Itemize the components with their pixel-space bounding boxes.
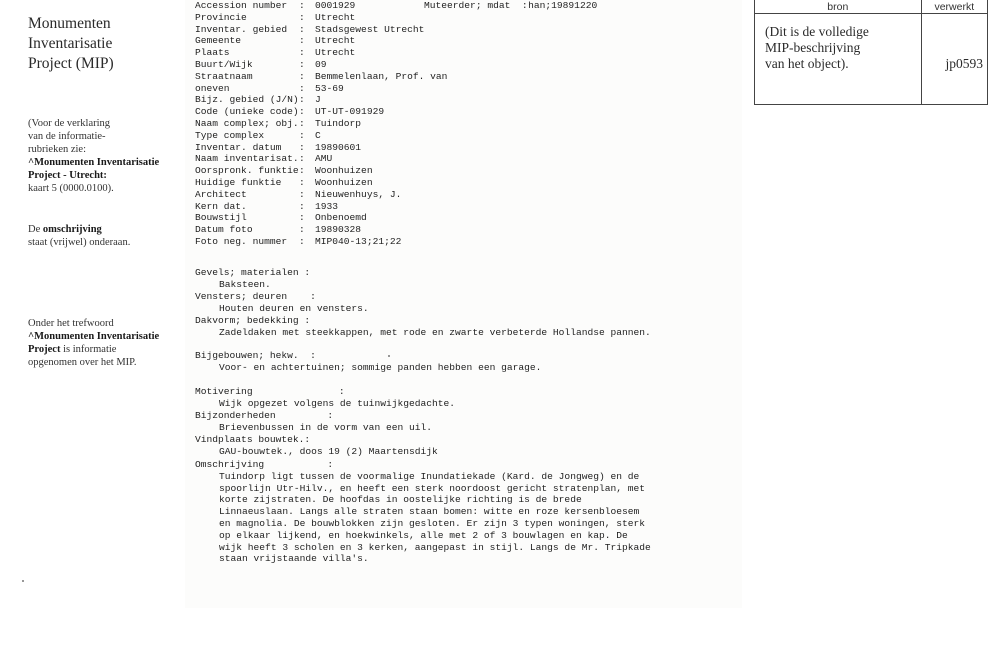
field-value: 09 xyxy=(315,58,327,70)
field-label: Naam complex; obj. xyxy=(195,117,299,129)
field-separator: : xyxy=(299,94,305,106)
mutator-value: han;19891220 xyxy=(528,0,598,11)
section-text: korte zijstraten. De hoofdas in oostelijke richting is de brede xyxy=(219,494,582,506)
record-section xyxy=(195,291,369,315)
verwerkt-cell xyxy=(921,14,987,105)
field-row xyxy=(195,118,447,130)
keyword-link[interactable]: Project - Utrecht: xyxy=(28,170,107,181)
field-row xyxy=(195,201,447,213)
field-row xyxy=(195,236,447,248)
note-text: De xyxy=(28,224,43,235)
record-section xyxy=(195,434,438,458)
section-heading: Bijgebouwen; hekw. : xyxy=(195,350,316,361)
scan-speck xyxy=(388,355,390,357)
record-section xyxy=(195,386,455,410)
field-separator: : xyxy=(299,212,305,224)
field-value: Stadsgewest Utrecht xyxy=(315,23,425,35)
field-separator: : xyxy=(299,188,305,200)
field-row xyxy=(195,35,447,47)
description-note xyxy=(28,223,183,249)
field-separator: : xyxy=(299,117,305,129)
section-heading: Bijzonderheden : xyxy=(195,410,334,421)
field-value: 53-69 xyxy=(315,82,344,94)
field-separator: : xyxy=(299,47,305,59)
field-separator: : xyxy=(299,224,305,236)
section-text: staan vrijstaande villa's. xyxy=(219,553,369,565)
title-line: Project (MIP) xyxy=(28,55,114,72)
field-label: Naam inventarisat. xyxy=(195,153,299,165)
section-text: Houten deuren en vensters. xyxy=(219,302,369,314)
keyword-note xyxy=(28,317,183,369)
field-label: Plaats xyxy=(195,47,230,59)
field-separator: : xyxy=(299,58,305,70)
note-text: is informatie xyxy=(60,344,117,355)
field-value: MIP040-13;21;22 xyxy=(315,235,402,247)
section-text: GAU-bouwtek., doos 19 (2) Maartensdijk xyxy=(219,445,438,457)
mutator-field: Muteerder; mdat : han;19891220 xyxy=(424,0,598,11)
field-separator: : xyxy=(299,0,305,11)
section-text: Wijk opgezet volgens de tuinwijkgedachte. xyxy=(219,397,456,409)
field-value: Woonhuizen xyxy=(315,165,373,177)
verwerkt-value: jp0593 xyxy=(945,56,983,71)
scan-speck xyxy=(22,580,24,582)
note-line: opgenomen over het MIP. xyxy=(28,357,137,368)
title-line: Monumenten xyxy=(28,15,111,32)
section-text: Tuindorp ligt tussen de voormalige Inundatiekade (Kard. de Jongweg) en de xyxy=(219,470,640,482)
field-label: Straatnaam xyxy=(195,70,253,82)
section-text: spoorlijn Utr-Hilv., en heeft een sterk noordoost gericht stratenplan, met xyxy=(219,482,646,494)
field-separator: : xyxy=(299,82,305,94)
field-value: Utrecht xyxy=(315,47,356,59)
field-row xyxy=(195,71,447,83)
project-title xyxy=(28,14,178,74)
field-separator: : xyxy=(299,23,305,35)
field-label: Provincie xyxy=(195,11,247,23)
field-row xyxy=(195,212,447,224)
field-value: C xyxy=(315,129,321,141)
note-line: Onder het trefwoord xyxy=(28,318,114,329)
field-label: Buurt/Wijk xyxy=(195,58,253,70)
legend-note xyxy=(28,117,183,195)
section-heading: Dakvorm; bedekking : xyxy=(195,315,311,326)
field-row xyxy=(195,224,447,236)
field-value: Tuindorp xyxy=(315,117,362,129)
field-label: Inventar. datum xyxy=(195,141,282,153)
field-row xyxy=(195,0,447,12)
section-text: wijk heeft 3 scholen en 3 kerken, aangepast in stijl. Langs de Mr. Tripkade xyxy=(219,541,651,553)
field-separator: : xyxy=(299,35,305,47)
field-label: Gemeente xyxy=(195,35,242,47)
mutator-label: Muteerder; mdat xyxy=(424,0,511,11)
field-row xyxy=(195,24,447,36)
bron-line: van het object). xyxy=(765,56,849,71)
field-separator: : xyxy=(299,70,305,82)
note-line: staat (vrijwel) onderaan. xyxy=(28,237,131,248)
field-value: Utrecht xyxy=(315,35,356,47)
field-label: Kern dat. xyxy=(195,200,247,212)
field-label: Architect xyxy=(195,188,247,200)
field-separator: : xyxy=(299,141,305,153)
field-separator: : xyxy=(299,11,305,23)
section-text: Baksteen. xyxy=(219,278,271,290)
field-row xyxy=(195,47,447,59)
keyword-link[interactable]: ^Monumenten Inventarisatie xyxy=(28,331,160,342)
field-label: Type complex xyxy=(195,129,265,141)
record-section xyxy=(195,410,432,434)
section-text: Brievenbussen in de vorm van een uil. xyxy=(219,421,433,433)
field-value: UT-UT-091929 xyxy=(315,106,385,118)
field-row xyxy=(195,59,447,71)
bron-header: bron xyxy=(755,0,922,14)
field-label: Foto neg. nummer xyxy=(195,235,288,247)
field-value: Woonhuizen xyxy=(315,176,373,188)
record-fields xyxy=(195,0,447,248)
field-row xyxy=(195,142,447,154)
field-separator: : xyxy=(299,153,305,165)
field-value: J xyxy=(315,94,321,106)
bron-line: (Dit is de volledige xyxy=(765,24,869,39)
field-value: 1933 xyxy=(315,200,339,212)
field-value: Bemmelenlaan, Prof. van xyxy=(315,70,448,82)
note-line: (Voor de verklaring xyxy=(28,118,111,129)
field-separator: : xyxy=(299,200,305,212)
field-row xyxy=(195,130,447,142)
field-label: Oorspronk. funktie xyxy=(195,165,299,177)
bron-line: MIP-beschrijving xyxy=(765,40,861,55)
record-section xyxy=(195,267,310,291)
section-heading: Motivering : xyxy=(195,386,345,397)
record-section xyxy=(195,350,541,374)
note-line: kaart 5 (0000.0100). xyxy=(28,183,114,194)
field-value: AMU xyxy=(315,153,333,165)
sidebar xyxy=(0,0,185,608)
field-separator: : xyxy=(299,176,305,188)
field-row xyxy=(195,177,447,189)
field-separator: : xyxy=(299,165,305,177)
field-value: 19890328 xyxy=(315,224,362,236)
title-line: Inventarisatie xyxy=(28,35,113,52)
section-text: op elkaar lijkend, en hoekwinkels, alle met 2 of 3 bouwlagen en kap. De xyxy=(219,529,628,541)
field-row xyxy=(195,106,447,118)
section-heading: Gevels; materialen : xyxy=(195,267,311,278)
field-value: Nieuwenhuys, J. xyxy=(315,188,402,200)
field-label: Huidige funktie xyxy=(195,176,282,188)
field-row xyxy=(195,83,447,95)
section-text: en magnolia. De bouwblokken zijn gesloten. Er zijn 3 typen woningen, sterk xyxy=(219,517,646,529)
field-label: Accession number xyxy=(195,0,288,11)
field-row xyxy=(195,94,447,106)
keyword-link[interactable]: Project xyxy=(28,344,61,355)
field-label: oneven xyxy=(195,82,230,94)
source-table xyxy=(754,0,988,105)
field-label: Inventar. gebied xyxy=(195,23,288,35)
field-value: 19890601 xyxy=(315,141,362,153)
field-label: Bouwstijl xyxy=(195,212,247,224)
section-text: Voor- en achtertuinen; sommige panden hebben een garage. xyxy=(219,361,542,373)
verwerkt-header: verwerkt xyxy=(921,0,987,14)
note-line: rubrieken zie: xyxy=(28,144,87,155)
section-heading: Vindplaats bouwtek.: xyxy=(195,434,311,445)
note-line: van de informatie- xyxy=(28,131,106,142)
section-text: Zadeldaken met steekkappen, met rode en zwarte verbeterde Hollandse pannen. xyxy=(219,326,651,338)
keyword-link[interactable]: ^Monumenten Inventarisatie xyxy=(28,157,160,168)
record-section xyxy=(195,459,651,565)
field-label: Datum foto xyxy=(195,224,253,236)
section-text: Linnaeuslaan. Langs alle straten staan bomen: witte en roze kersenbloesem xyxy=(219,506,640,518)
field-row xyxy=(195,165,447,177)
field-value: 0001929 xyxy=(315,0,356,11)
field-row xyxy=(195,12,447,24)
section-heading: Omschrijving : xyxy=(195,459,334,470)
field-row xyxy=(195,189,447,201)
field-separator: : xyxy=(299,235,305,247)
field-value: Onbenoemd xyxy=(315,212,367,224)
field-label: Code (unieke code) xyxy=(195,106,299,118)
field-value: Utrecht xyxy=(315,11,356,23)
note-keyword: omschrijving xyxy=(42,224,102,235)
field-row xyxy=(195,153,447,165)
field-separator: : xyxy=(299,129,305,141)
record-section xyxy=(195,315,651,339)
section-heading: Vensters; deuren : xyxy=(195,291,316,302)
field-label: Bijz. gebied (J/N) xyxy=(195,94,299,106)
field-separator: : xyxy=(299,106,305,118)
bron-cell xyxy=(755,14,922,105)
